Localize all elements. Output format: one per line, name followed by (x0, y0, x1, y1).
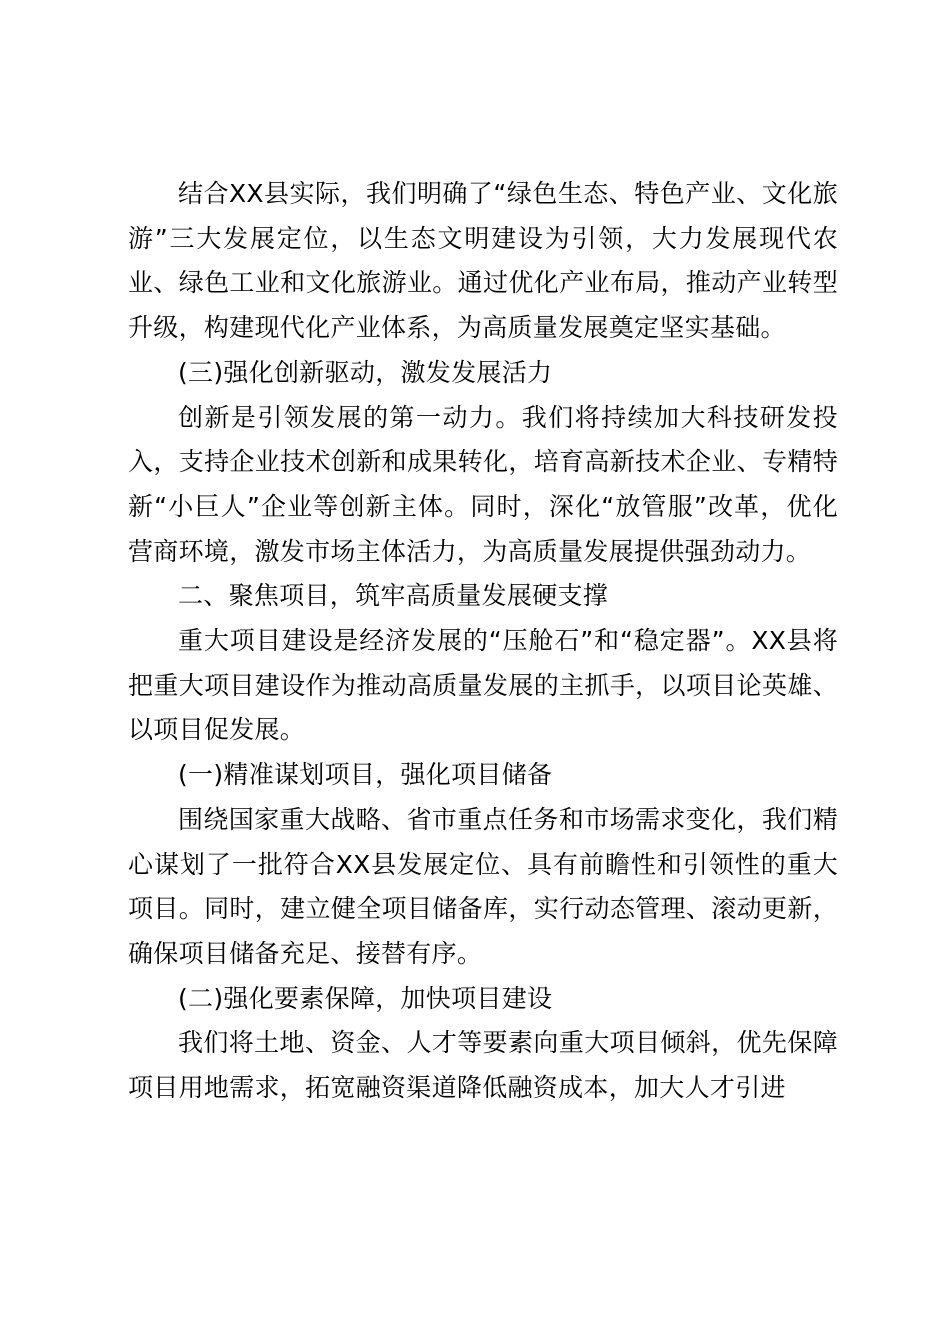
paragraph-factor-guarantee: 我们将土地、资金、人才等要素向重大项目倾斜，优先保障项目用地需求，拓宽融资渠道降低融资成本，加大人才引进 (128, 1028, 838, 1103)
heading-factor-guarantee: (二)强化要素保障，加快项目建设 (178, 983, 553, 1013)
heading-project-planning: (一)精准谋划项目，强化项目储备 (178, 760, 553, 790)
paragraph-innovation: 创新是引领发展的第一动力。我们将持续加大科技研发投入，支持企业技术创新和成果转化，培育高新技术企业、专精特新“小巨人”企业等创新主体。同时，深化“放管服”改革，优化营商环境，激发市场主体活力，为高质量发展提供强劲动力。 (128, 402, 838, 566)
paragraph-major-projects: 重大项目建设是经济发展的“压舱石”和“稳定器”。XX县将把重大项目建设作为推动高质量发展的主抓手，以项目论英雄、以项目促发展。 (128, 626, 838, 745)
paragraph-industry-positioning: 结合XX县实际，我们明确了“绿色生态、特色产业、文化旅游”三大发展定位，以生态文明建设为引领，大力发展现代农业、绿色工业和文化旅游业。通过优化产业布局，推动产业转型升级，构建现代化产业体系，为高质量发展奠定坚实基础。 (128, 179, 838, 343)
heading-innovation-driven: (三)强化创新驱动，激发发展活力 (178, 357, 553, 387)
heading-focus-projects: 二、聚焦项目，筑牢高质量发展硬支撑 (178, 581, 609, 611)
paragraph-project-planning: 围绕国家重大战略、省市重点任务和市场需求变化，我们精心谋划了一批符合XX县发展定位、具有前瞻性和引领性的重大项目。同时，建立健全项目储备库，实行动态管理、滚动更新，确保项目储备充足、接替有序。 (128, 804, 838, 968)
document-body (128, 172, 838, 1111)
